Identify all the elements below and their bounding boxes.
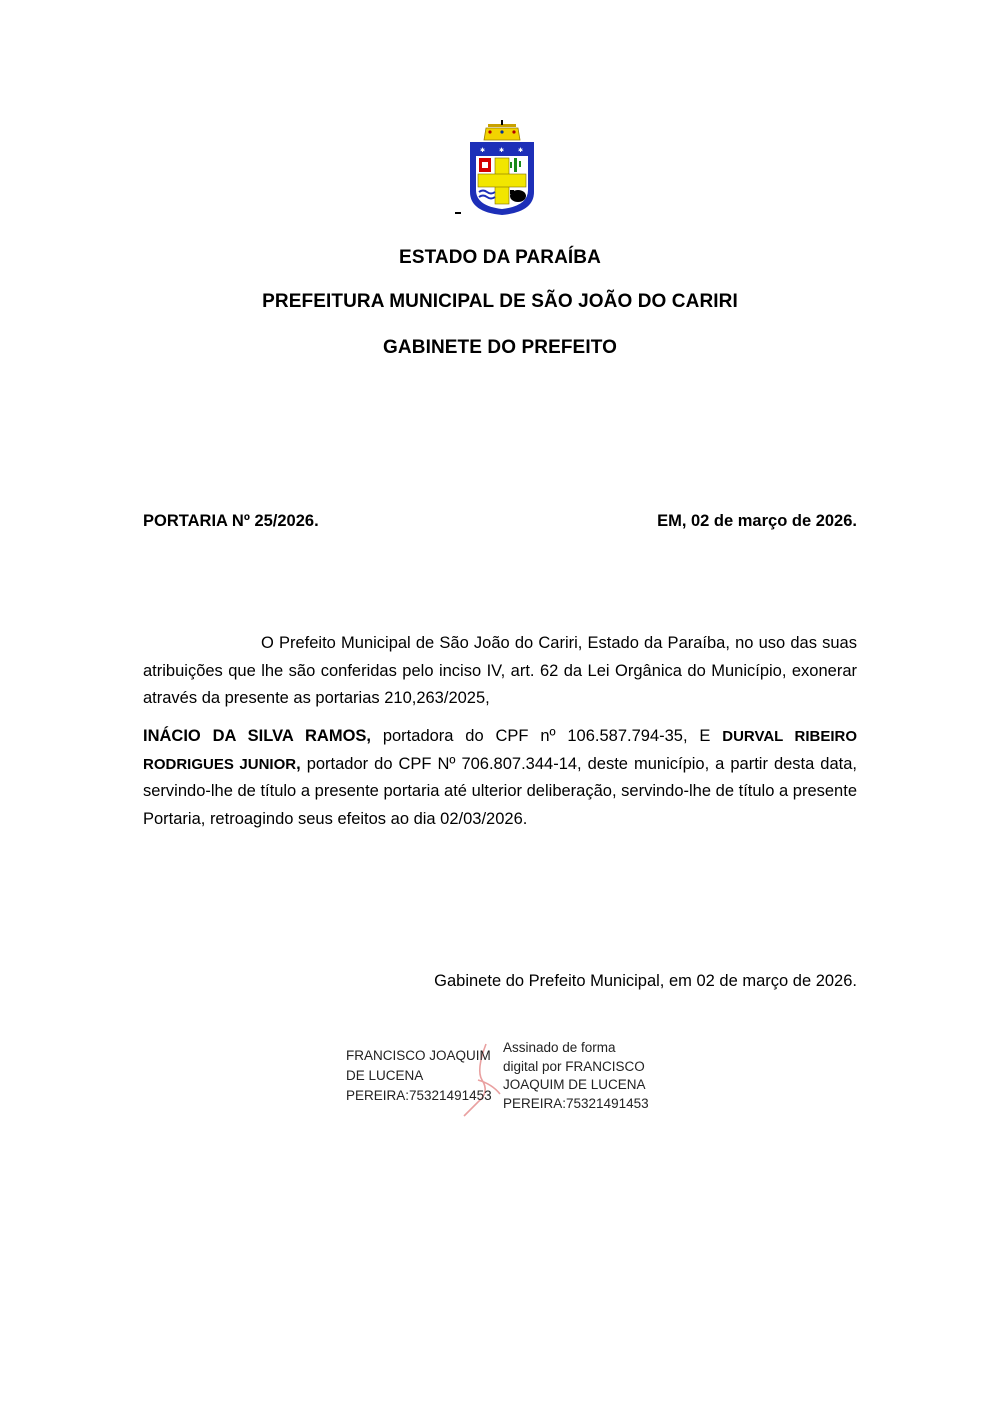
person-name-2: DURVAL RIBEIRO RODRIGUES JUNIOR bbox=[143, 728, 857, 773]
header-office: GABINETE DO PREFEITO bbox=[383, 337, 617, 358]
signature-detail-line: Assinado de forma bbox=[503, 1040, 616, 1055]
paragraph-1-text: O Prefeito Municipal de São João do Cariri, Estado da Paraíba, no uso das suas atribuições que lhe são conferidas pelo inciso IV, art. 62 da Lei Orgânica do Município, exonerar através da presente as portarias 210,263/2025, bbox=[143, 634, 857, 707]
signature-detail-line: JOAQUIM DE LUCENA bbox=[503, 1077, 646, 1092]
paragraph-2 bbox=[143, 723, 857, 833]
paragraph-1 bbox=[143, 630, 857, 713]
person-name-2-comma: , bbox=[296, 754, 301, 773]
signature-name-line: FRANCISCO JOAQUIM bbox=[346, 1048, 491, 1063]
signature-detail-line: digital por FRANCISCO bbox=[503, 1058, 645, 1074]
svg-text:✱: ✱ bbox=[499, 147, 505, 154]
header-prefecture: PREFEITURA MUNICIPAL DE SÃO JOÃO DO CARIRI bbox=[262, 291, 738, 312]
closing-line: Gabinete do Prefeito Municipal, em 02 de março de 2026. bbox=[434, 972, 857, 990]
signature-details bbox=[503, 1039, 649, 1113]
portaria-number: PORTARIA Nº 25/2026. bbox=[143, 512, 319, 530]
divider-dash bbox=[455, 212, 461, 214]
signature-name-line: PEREIRA:75321491453 bbox=[346, 1088, 492, 1103]
svg-text:✱: ✱ bbox=[518, 147, 524, 154]
portaria-date: EM, 02 de março de 2026. bbox=[657, 512, 857, 530]
person-name-1: INÁCIO DA SILVA RAMOS, bbox=[143, 727, 371, 745]
coat-of-arms-icon bbox=[464, 120, 540, 218]
signature-name-line: DE LUCENA bbox=[346, 1068, 424, 1083]
paragraph-2-text-1: portadora do CPF nº 106.587.794-35, E bbox=[371, 727, 723, 745]
signature-detail-line: PEREIRA:75321491453 bbox=[503, 1095, 649, 1111]
svg-text:✱: ✱ bbox=[480, 147, 486, 154]
header-state: ESTADO DA PARAÍBA bbox=[399, 247, 601, 268]
paragraph-2-text-2: portador do CPF Nº 706.807.344-14, deste município, a partir desta data, servindo-lhe de título a presente portaria até ulterior deliberação, servindo-lhe de título a presente Portaria, retroagindo seus efeitos ao dia 02/03/2026. bbox=[143, 754, 858, 828]
signature-name bbox=[346, 1046, 492, 1106]
